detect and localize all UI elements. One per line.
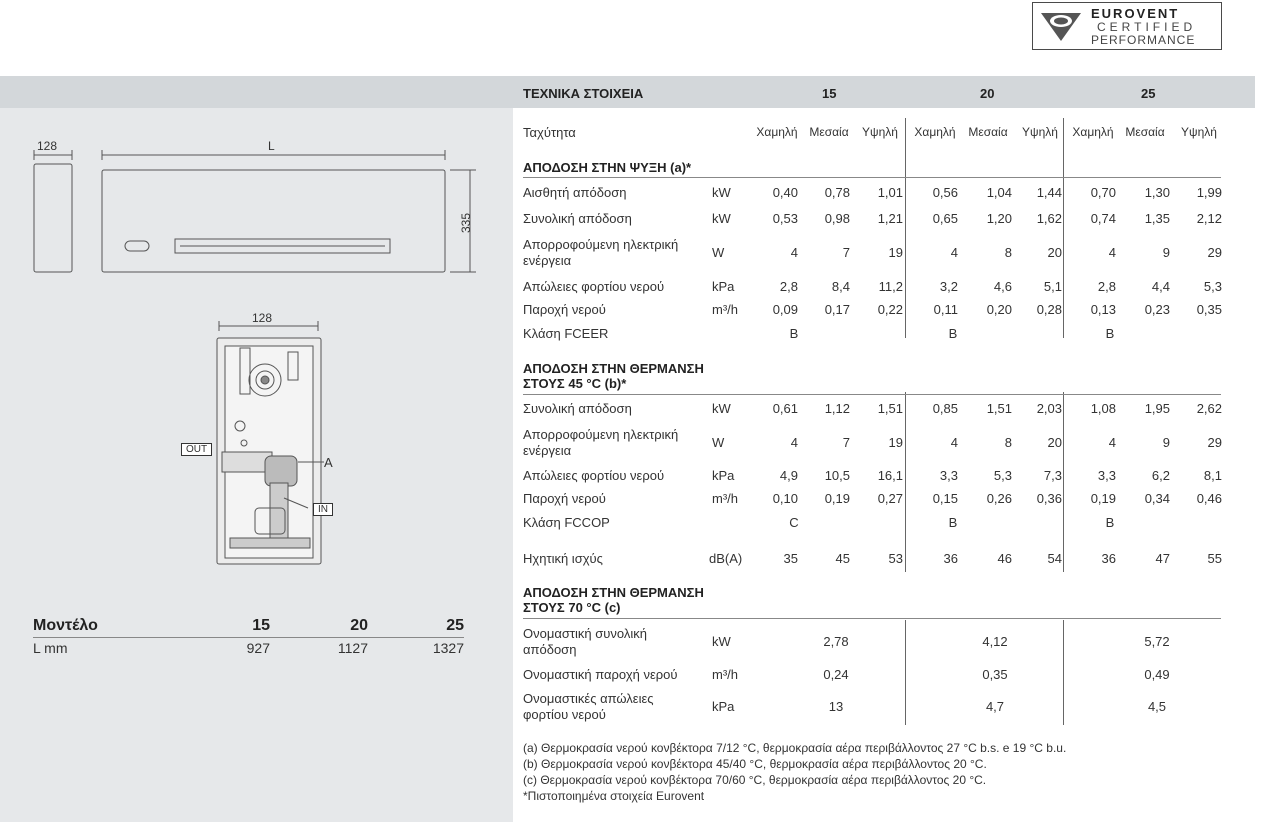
heating45-value: 0,36 xyxy=(1036,491,1062,506)
heating45-value: 0,10 xyxy=(772,491,798,506)
a-label: A xyxy=(324,455,333,470)
cooling-value: 3,2 xyxy=(939,279,958,294)
model-25-header: 25 xyxy=(1141,86,1156,101)
cooling-value: 1,20 xyxy=(986,211,1012,226)
heating45-unit: kPa xyxy=(712,468,735,483)
heating45-value: 19 xyxy=(888,435,903,450)
heating70-value: 2,78 xyxy=(823,634,849,649)
heating45-value: 8,1 xyxy=(1203,468,1222,483)
heating70-value: 0,49 xyxy=(1144,667,1170,682)
heating70-row-label: Ονομαστική παροχή νερού xyxy=(523,667,678,682)
cooling-value: 1,62 xyxy=(1036,211,1062,226)
noise-value: 47 xyxy=(1155,551,1170,566)
heating45-row-label: Απώλειες φορτίου νερού xyxy=(523,468,665,483)
cooling-value: 4 xyxy=(950,245,958,260)
cooling-unit: kW xyxy=(712,185,731,200)
fccop-class: B xyxy=(1105,515,1115,530)
length-15: 927 xyxy=(246,640,270,656)
cooling-value: 1,01 xyxy=(877,185,903,200)
cooling-value: 0,70 xyxy=(1090,185,1116,200)
cooling-value: 4 xyxy=(790,245,798,260)
heating70-value: 5,72 xyxy=(1144,634,1170,649)
heating45-value: 8 xyxy=(1004,435,1012,450)
heating45-value: 1,12 xyxy=(824,401,850,416)
cooling-row-label: Απορροφούμενη ηλεκτρική xyxy=(523,237,679,252)
speed-header: Υψηλή xyxy=(1181,125,1217,139)
cooling-row-label: Παροχή νερού xyxy=(523,302,606,317)
cooling-value: 4 xyxy=(1108,245,1116,260)
heating70-unit: kW xyxy=(712,634,731,649)
group-divider-6 xyxy=(1063,620,1064,725)
cooling-row-label: Αισθητή απόδοση xyxy=(523,185,627,200)
heating45-value: 2,03 xyxy=(1036,401,1062,416)
note-b: (b) Θερμοκρασία νερού κονβέκτορα 45/40 °C, θερμοκρασία αέρα περιβάλλοντος 20 °C. xyxy=(523,757,987,771)
heating45-value: 0,27 xyxy=(877,491,903,506)
heating45-value: 0,34 xyxy=(1144,491,1170,506)
noise-value: 36 xyxy=(943,551,958,566)
cooling-value: 0,53 xyxy=(772,211,798,226)
heating45-divider xyxy=(523,394,1221,395)
heating70-row-label-cont: φορτίου νερού xyxy=(523,707,606,722)
heating70-row-label: Ονομαστική συνολική xyxy=(523,626,647,641)
heating45-value: 2,62 xyxy=(1196,401,1222,416)
length-25: 1327 xyxy=(432,640,464,656)
length-label: L xyxy=(268,139,275,153)
cooling-unit: kPa xyxy=(712,279,735,294)
note-c: (c) Θερμοκρασία νερού κονβέκτορα 70/60 °C, θερμοκρασία αέρα περιβάλλοντος 20 °C. xyxy=(523,773,987,787)
logo-line-3: PERFORMANCE xyxy=(1091,33,1196,47)
cooling-value: 20 xyxy=(1047,245,1062,260)
fccop-class: C xyxy=(789,515,799,530)
fccop-label: Κλάση FCCOP xyxy=(523,515,610,530)
cooling-value: 2,8 xyxy=(779,279,798,294)
speed-header: Μεσαία xyxy=(1125,125,1165,139)
heating45-value: 7 xyxy=(842,435,850,450)
cooling-value: 0,09 xyxy=(772,302,798,317)
table-title: ΤΕΧΝΙΚΑ ΣΤΟΙΧΕΙΑ xyxy=(523,86,644,101)
heating70-unit: m³/h xyxy=(712,667,738,682)
heating45-value: 1,08 xyxy=(1090,401,1116,416)
heating45-unit: m³/h xyxy=(712,491,738,506)
heating45-value: 7,3 xyxy=(1043,468,1062,483)
heating45-value: 5,3 xyxy=(993,468,1012,483)
cooling-value: 0,65 xyxy=(932,211,958,226)
speed-header: Μεσαία xyxy=(809,125,849,139)
noise-value: 46 xyxy=(997,551,1012,566)
in-label: IN xyxy=(313,503,333,516)
speed-header: Μεσαία xyxy=(968,125,1008,139)
heating45-value: 10,5 xyxy=(824,468,850,483)
heating70-divider xyxy=(523,618,1221,619)
noise-value: 53 xyxy=(888,551,903,566)
cooling-value: 7 xyxy=(842,245,850,260)
heating45-value: 6,2 xyxy=(1151,468,1170,483)
eurovent-logo xyxy=(1032,2,1222,50)
noise-value: 54 xyxy=(1047,551,1062,566)
note-a: (a) Θερμοκρασία νερού κονβέκτορα 7/12 °C, θερμοκρασία αέρα περιβάλλοντος 27 °C b.s. e 19 °C b.u. xyxy=(523,741,1067,755)
heating45-value: 4 xyxy=(1108,435,1116,450)
group-divider-5 xyxy=(905,620,906,725)
noise-value: 35 xyxy=(783,551,798,566)
top-width-label: 128 xyxy=(252,311,273,325)
noise-unit: dB(A) xyxy=(709,551,743,566)
model-15: 15 xyxy=(252,617,270,634)
length-row-label: L mm xyxy=(33,640,68,656)
cooling-value: 19 xyxy=(888,245,903,260)
heating45-value: 29 xyxy=(1207,435,1222,450)
side-width-label: 128 xyxy=(37,139,58,153)
cooling-value: 1,99 xyxy=(1196,185,1222,200)
cooling-unit: W xyxy=(712,245,725,260)
cooling-row-label: Απώλειες φορτίου νερού xyxy=(523,279,665,294)
heating45-value: 20 xyxy=(1047,435,1062,450)
cooling-value: 4,4 xyxy=(1151,279,1170,294)
cooling-value: 0,17 xyxy=(824,302,850,317)
cooling-value: 0,23 xyxy=(1144,302,1170,317)
cooling-value: 0,40 xyxy=(772,185,798,200)
model-20-header: 20 xyxy=(980,86,995,101)
cooling-value: 0,22 xyxy=(877,302,903,317)
heating70-value: 4,12 xyxy=(982,634,1008,649)
cooling-value: 1,30 xyxy=(1144,185,1170,200)
cooling-value: 1,35 xyxy=(1144,211,1170,226)
cooling-value: 0,56 xyxy=(932,185,958,200)
speed-header: Υψηλή xyxy=(1022,125,1058,139)
eurovent-emblem-icon xyxy=(1039,9,1083,43)
cooling-value: 0,35 xyxy=(1196,302,1222,317)
cooling-value: 0,20 xyxy=(986,302,1012,317)
cooling-value: 5,1 xyxy=(1043,279,1062,294)
heating45-value: 1,95 xyxy=(1144,401,1170,416)
heating70-title-2: ΣΤΟΥΣ 70 °C (c) xyxy=(523,600,621,615)
model-table-divider xyxy=(33,637,464,638)
cooling-value: 8 xyxy=(1004,245,1012,260)
heating45-value: 16,1 xyxy=(877,468,903,483)
fccop-class: B xyxy=(948,515,958,530)
cooling-value: 8,4 xyxy=(831,279,850,294)
heating45-unit: kW xyxy=(712,401,731,416)
noise-value: 36 xyxy=(1101,551,1116,566)
cooling-value: 2,12 xyxy=(1196,211,1222,226)
model-20: 20 xyxy=(350,617,368,634)
heating45-value: 1,51 xyxy=(986,401,1012,416)
cooling-value: 11,2 xyxy=(878,279,903,294)
cooling-value: 0,13 xyxy=(1090,302,1116,317)
heating45-value: 0,85 xyxy=(932,401,958,416)
cooling-unit: kW xyxy=(712,211,731,226)
cooling-value: 0,11 xyxy=(933,302,958,317)
model-header: Μοντέλο xyxy=(33,617,98,634)
heating45-value: 1,51 xyxy=(877,401,903,416)
cooling-value: 2,8 xyxy=(1097,279,1116,294)
cooling-value: 0,98 xyxy=(824,211,850,226)
heating45-title: ΑΠΟΔΟΣΗ ΣΤΗΝ ΘΕΡΜΑΝΣΗ xyxy=(523,361,704,376)
heating45-value: 0,26 xyxy=(986,491,1012,506)
heating45-title-2: ΣΤΟΥΣ 45 °C (b)* xyxy=(523,376,627,391)
heating45-value: 0,19 xyxy=(1090,491,1116,506)
heating70-value: 4,5 xyxy=(1147,699,1167,714)
model-15-header: 15 xyxy=(822,86,837,101)
cooling-section-title: ΑΠΟΔΟΣΗ ΣΤΗΝ ΨΥΞΗ (a)* xyxy=(523,160,692,175)
cooling-value: 29 xyxy=(1207,245,1222,260)
cooling-value: 1,04 xyxy=(986,185,1012,200)
speed-header: Χαμηλή xyxy=(1072,125,1114,139)
heating45-value: 0,19 xyxy=(824,491,850,506)
logo-line-2: CERTIFIED xyxy=(1097,20,1197,34)
heating70-row-label-cont: απόδοση xyxy=(523,642,577,657)
cooling-row-label-cont: ενέργεια xyxy=(523,253,572,268)
fceer-class: B xyxy=(948,326,958,341)
speed-header: Χαμηλή xyxy=(914,125,956,139)
front-side-drawing xyxy=(20,130,490,290)
model-25: 25 xyxy=(446,617,464,634)
front-view-shape xyxy=(102,170,445,272)
fceer-class: B xyxy=(1105,326,1115,341)
group-divider-4 xyxy=(1063,392,1064,572)
heating45-row-label-cont: ενέργεια xyxy=(523,443,572,458)
speed-header: Χαμηλή xyxy=(756,125,798,139)
cooling-row-label: Συνολική απόδοση xyxy=(523,211,632,226)
heating45-row-label: Συνολική απόδοση xyxy=(523,401,632,416)
cooling-value: 4,6 xyxy=(993,279,1012,294)
cooling-value: 9 xyxy=(1162,245,1170,260)
heating70-value: 0,35 xyxy=(982,667,1008,682)
group-divider-3 xyxy=(905,392,906,572)
heating70-value: 13 xyxy=(828,699,844,714)
cooling-value: 1,44 xyxy=(1036,185,1062,200)
cooling-value: 0,78 xyxy=(824,185,850,200)
side-view-shape xyxy=(34,164,72,272)
heating45-row-label: Απορροφούμενη ηλεκτρική xyxy=(523,427,679,442)
heating45-row-label: Παροχή νερού xyxy=(523,491,606,506)
heating70-row-label: Ονομαστικές απώλειες xyxy=(523,691,654,706)
length-20: 1127 xyxy=(337,640,368,656)
group-divider-2 xyxy=(1063,118,1064,338)
speed-header: Υψηλή xyxy=(862,125,898,139)
heating45-value: 0,46 xyxy=(1196,491,1222,506)
cooling-divider xyxy=(523,177,1221,178)
cooling-value: 5,3 xyxy=(1203,279,1222,294)
heating45-value: 3,3 xyxy=(1097,468,1116,483)
heating70-value: 0,24 xyxy=(823,667,849,682)
heating45-value: 0,15 xyxy=(932,491,958,506)
heating70-unit: kPa xyxy=(712,699,735,714)
height-label: 335 xyxy=(459,212,474,234)
heating45-value: 9 xyxy=(1162,435,1170,450)
cooling-value: 1,21 xyxy=(877,211,903,226)
heating45-value: 4 xyxy=(790,435,798,450)
cooling-value: 0,28 xyxy=(1036,302,1062,317)
cooling-value: 0,74 xyxy=(1090,211,1116,226)
fceer-label: Κλάση FCEER xyxy=(523,326,609,341)
group-divider-1 xyxy=(905,118,906,338)
noise-value: 45 xyxy=(835,551,850,566)
heating70-title: ΑΠΟΔΟΣΗ ΣΤΗΝ ΘΕΡΜΑΝΣΗ xyxy=(523,585,704,600)
fceer-class: B xyxy=(789,326,799,341)
noise-value: 55 xyxy=(1207,551,1222,566)
heating45-value: 0,61 xyxy=(772,401,798,416)
logo-line-1: EUROVENT xyxy=(1091,6,1180,21)
heating45-value: 4 xyxy=(950,435,958,450)
speed-label: Ταχύτητα xyxy=(523,125,576,140)
heating45-value: 3,3 xyxy=(939,468,958,483)
cooling-unit: m³/h xyxy=(712,302,738,317)
heating45-value: 4,9 xyxy=(779,468,798,483)
noise-label: Ηχητική ισχύς xyxy=(523,551,603,566)
heating70-value: 4,7 xyxy=(985,699,1005,714)
note-eurovent: *Πιστοποιημένα στοιχεία Eurovent xyxy=(523,789,705,803)
heating45-unit: W xyxy=(712,435,725,450)
out-label: OUT xyxy=(181,443,212,456)
